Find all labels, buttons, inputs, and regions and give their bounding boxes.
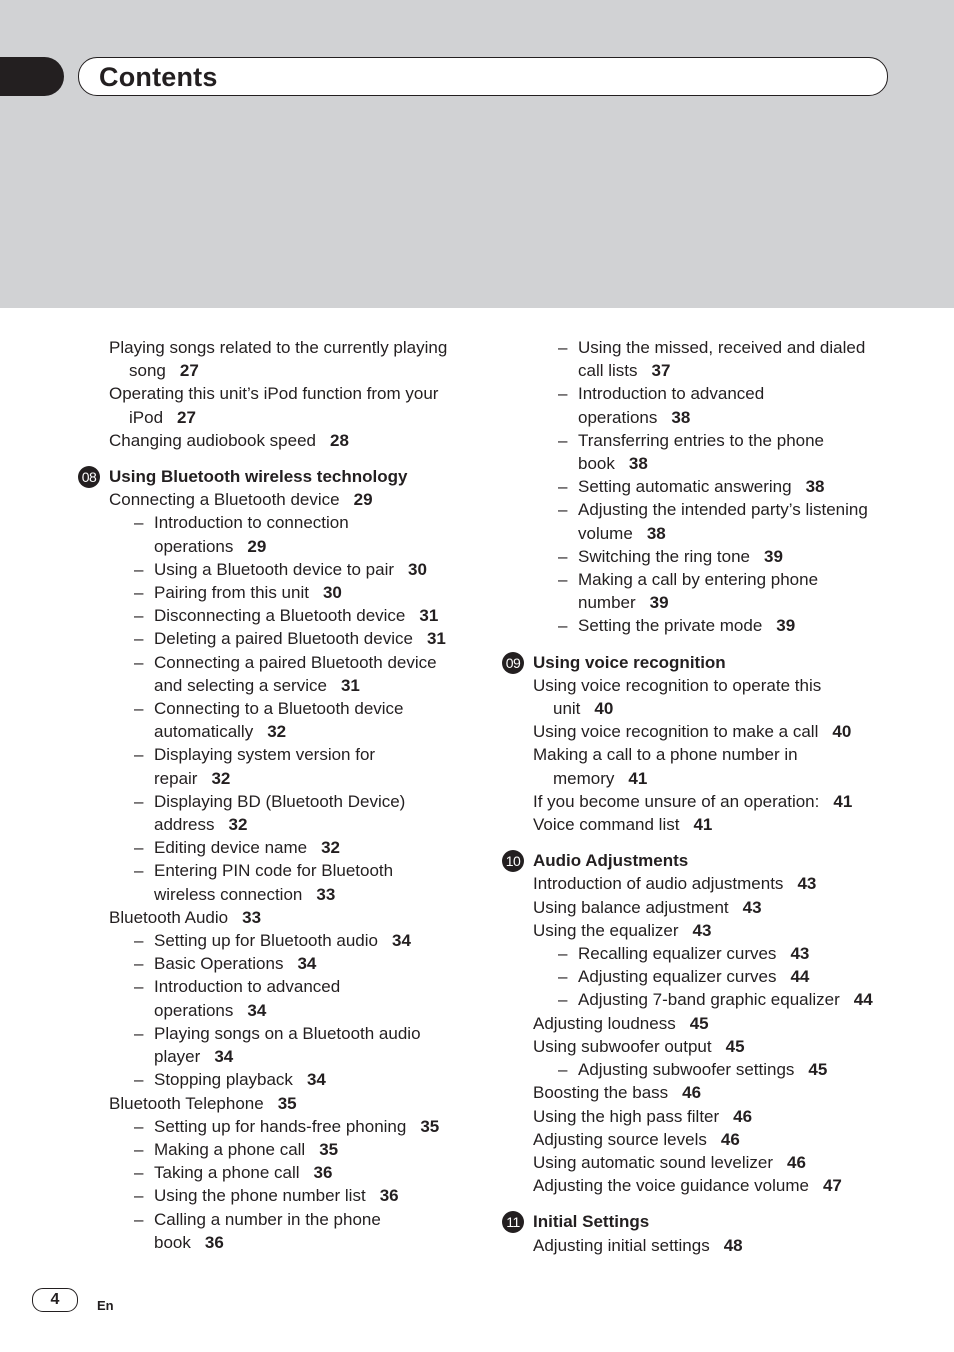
- toc-subentry[interactable]: [78, 558, 478, 581]
- toc-subentry[interactable]: [78, 1138, 478, 1161]
- toc-subentry[interactable]: [78, 1208, 478, 1254]
- entry-text: Calling a number in the phone: [154, 1209, 381, 1229]
- page-title: Contents: [99, 62, 218, 92]
- entry-text: Using voice recognition to make a call 40: [533, 722, 852, 742]
- dash-bullet: –: [134, 629, 144, 649]
- entry-text: unit 40: [553, 699, 614, 719]
- dash-bullet: –: [134, 652, 144, 672]
- page-ref: 34: [214, 1047, 234, 1067]
- dash-bullet: –: [558, 1060, 568, 1080]
- toc-subentry[interactable]: [78, 604, 478, 627]
- section-heading[interactable]: [502, 849, 902, 872]
- entry-text: Using voice recognition to operate this: [533, 675, 822, 695]
- page-ref: 34: [392, 931, 411, 951]
- entry-text: Switching the ring tone 39: [578, 546, 783, 566]
- entry-text: number 39: [578, 593, 669, 613]
- toc-entry[interactable]: [78, 336, 478, 382]
- entry-text: Adjusting subwoofer settings 45: [578, 1060, 828, 1080]
- entry-text: Connecting a paired Bluetooth device: [154, 652, 437, 672]
- entry-text: Using the high pass filter 46: [533, 1106, 753, 1126]
- entry-text: Using the phone number list 36: [154, 1186, 399, 1206]
- toc-subentry[interactable]: [78, 1068, 478, 1091]
- header-band: [0, 0, 954, 308]
- toc-subentry[interactable]: [502, 545, 902, 568]
- toc-entry[interactable]: [502, 790, 902, 813]
- page-ref: 27: [179, 361, 199, 381]
- toc-subentry[interactable]: [78, 859, 478, 905]
- toc-subentry[interactable]: [78, 1161, 478, 1184]
- page-ref: 44: [790, 967, 810, 987]
- page-ref: 46: [733, 1106, 753, 1126]
- entry-text: Connecting a Bluetooth device 29: [109, 490, 373, 510]
- toc-subentry[interactable]: [502, 498, 902, 544]
- section-heading[interactable]: [78, 465, 478, 488]
- dash-bullet: –: [558, 477, 568, 497]
- entry-text: Boosting the bass 46: [533, 1083, 702, 1103]
- page-ref: 41: [628, 768, 648, 788]
- page-ref: 32: [267, 722, 287, 742]
- toc-entry[interactable]: [502, 1151, 902, 1174]
- entry-text: iPod 27: [129, 407, 196, 427]
- entry-text: volume 38: [578, 523, 666, 543]
- toc-entry[interactable]: [502, 1081, 902, 1104]
- page-ref: 44: [853, 990, 873, 1010]
- page-ref: 38: [628, 454, 648, 474]
- toc-subentry[interactable]: [502, 942, 902, 965]
- entry-text: song 27: [129, 361, 199, 381]
- section-title: Audio Adjustments: [533, 851, 689, 871]
- dash-bullet: –: [558, 990, 568, 1010]
- page-ref: 38: [671, 407, 691, 427]
- page-ref: 29: [353, 490, 373, 510]
- page-ref: 39: [776, 616, 796, 636]
- toc-entry[interactable]: [502, 1105, 902, 1128]
- page-ref: 33: [316, 884, 336, 904]
- toc-entry[interactable]: [502, 674, 902, 720]
- toc-subentry[interactable]: [502, 1058, 902, 1081]
- dash-bullet: –: [558, 570, 568, 590]
- dash-bullet: –: [134, 1070, 144, 1090]
- page-ref: 36: [204, 1232, 224, 1252]
- language-label: En: [97, 1298, 114, 1313]
- entry-text: Introduction to connection: [154, 513, 349, 533]
- entry-text: book 36: [154, 1232, 224, 1252]
- entry-text: Adjusting equalizer curves 44: [578, 967, 810, 987]
- toc-entry[interactable]: [78, 1092, 478, 1115]
- entry-text: operations 29: [154, 536, 267, 556]
- dash-bullet: –: [134, 699, 144, 719]
- toc-subentry[interactable]: [78, 975, 478, 1021]
- dash-bullet: –: [134, 559, 144, 579]
- entry-text: Using the missed, received and dialed: [578, 338, 866, 357]
- section-heading[interactable]: [502, 1210, 902, 1233]
- header-tab: [0, 57, 64, 96]
- page-ref: 40: [594, 699, 614, 719]
- toc-subentry[interactable]: [502, 965, 902, 988]
- section-title: Initial Settings: [533, 1212, 650, 1232]
- entry-text: Bluetooth Telephone 35: [109, 1093, 297, 1113]
- toc-entry[interactable]: [78, 429, 478, 452]
- entry-text: automatically 32: [154, 722, 287, 742]
- page-ref: 30: [408, 559, 427, 579]
- entry-text: Using automatic sound levelizer 46: [533, 1152, 806, 1172]
- page-ref: 46: [787, 1152, 806, 1172]
- dash-bullet: –: [134, 745, 144, 765]
- entry-text: Recalling equalizer curves 43: [578, 944, 810, 964]
- entry-text: Editing device name 32: [154, 838, 341, 858]
- toc-subentry[interactable]: [78, 1022, 478, 1068]
- entry-text: Making a phone call 35: [154, 1139, 339, 1159]
- dash-bullet: –: [134, 1209, 144, 1229]
- toc-entry[interactable]: [502, 1174, 902, 1197]
- page-ref: 32: [211, 768, 231, 788]
- entry-text: Playing songs on a Bluetooth audio: [154, 1023, 421, 1043]
- toc-left-column: [78, 336, 478, 1254]
- page-ref: 36: [313, 1163, 333, 1183]
- entry-text: Introduction of audio adjustments 43: [533, 874, 817, 894]
- page-ref: 48: [723, 1235, 743, 1255]
- entry-text: Setting automatic answering 38: [578, 477, 825, 497]
- page-ref: 30: [322, 583, 342, 603]
- toc-subentry[interactable]: [78, 581, 478, 604]
- dash-bullet: –: [558, 944, 568, 964]
- entry-text: Taking a phone call 36: [154, 1163, 333, 1183]
- toc-entry[interactable]: [502, 813, 902, 836]
- page-ref: 37: [651, 361, 671, 381]
- entry-text: Displaying system version for: [154, 745, 376, 765]
- dash-bullet: –: [558, 384, 568, 404]
- page-ref: 36: [379, 1186, 399, 1206]
- dash-bullet: –: [134, 791, 144, 811]
- toc-subentry[interactable]: [502, 568, 902, 614]
- entry-text: Setting up for Bluetooth audio 34: [154, 931, 411, 951]
- toc-subentry[interactable]: [502, 336, 902, 382]
- page-ref: 46: [720, 1129, 740, 1149]
- title-box: [78, 57, 888, 96]
- entry-text: Playing songs related to the currently playing: [109, 338, 448, 357]
- toc-subentry[interactable]: [78, 1184, 478, 1207]
- dash-bullet: –: [134, 838, 144, 858]
- entry-text: Voice command list 41: [533, 815, 713, 835]
- page-ref: 34: [306, 1070, 326, 1090]
- dash-bullet: –: [134, 931, 144, 951]
- entry-text: Making a call by entering phone: [578, 570, 819, 590]
- toc-entry[interactable]: [502, 1012, 902, 1035]
- page-ref: 43: [692, 920, 712, 940]
- toc-subentry[interactable]: [78, 929, 478, 952]
- toc-entry[interactable]: [502, 720, 902, 743]
- page-ref: 39: [764, 546, 783, 566]
- entry-text: Operating this unit’s iPod function from your: [109, 384, 439, 404]
- entry-text: and selecting a service 31: [154, 675, 360, 695]
- entry-text: Setting the private mode 39: [578, 616, 796, 636]
- entry-text: Displaying BD (Bluetooth Device): [154, 791, 406, 811]
- dash-bullet: –: [134, 1139, 144, 1159]
- page-ref: 33: [242, 907, 262, 927]
- entry-text: Entering PIN code for Bluetooth: [154, 861, 394, 881]
- toc-subentry[interactable]: [78, 952, 478, 975]
- toc-subentry[interactable]: [78, 836, 478, 859]
- entry-text: repair 32: [154, 768, 231, 788]
- dash-bullet: –: [134, 861, 144, 881]
- dash-bullet: –: [134, 1023, 144, 1043]
- page-ref: 38: [805, 477, 825, 497]
- toc-subentry[interactable]: [78, 743, 478, 789]
- entry-text: Adjusting source levels 46: [533, 1129, 740, 1149]
- page-ref: 43: [742, 897, 762, 917]
- toc-entry[interactable]: [502, 1128, 902, 1151]
- entry-text: book 38: [578, 454, 648, 474]
- page-ref: 35: [420, 1116, 440, 1136]
- entry-text: Basic Operations 34: [154, 954, 317, 974]
- toc-subentry[interactable]: [502, 614, 902, 637]
- page-ref: 47: [822, 1176, 842, 1196]
- section-title: Using voice recognition: [533, 652, 726, 672]
- section-number-badge: 10: [502, 850, 524, 872]
- dash-bullet: –: [558, 967, 568, 987]
- page-ref: 43: [797, 874, 817, 894]
- dash-bullet: –: [134, 977, 144, 997]
- entry-text: Adjusting 7-band graphic equalizer 44: [578, 990, 873, 1010]
- page-ref: 40: [832, 722, 852, 742]
- section-number-badge: 09: [502, 652, 524, 674]
- dash-bullet: –: [134, 513, 144, 533]
- toc-subentry[interactable]: [78, 790, 478, 836]
- toc-entry[interactable]: [502, 743, 902, 789]
- toc-entry[interactable]: [78, 382, 478, 428]
- section-number-badge: 11: [502, 1211, 524, 1233]
- page-ref: 41: [833, 791, 853, 811]
- toc-subentry[interactable]: [502, 988, 902, 1011]
- entry-text: Disconnecting a Bluetooth device 31: [154, 606, 439, 626]
- toc-subentry[interactable]: [78, 1115, 478, 1138]
- entry-text: Using the equalizer 43: [533, 920, 712, 940]
- entry-text: operations 34: [154, 1000, 267, 1020]
- entry-text: Deleting a paired Bluetooth device 31: [154, 629, 446, 649]
- page-ref: 35: [277, 1093, 297, 1113]
- entry-text: Changing audiobook speed 28: [109, 430, 349, 450]
- entry-text: Bluetooth Audio 33: [109, 907, 262, 927]
- section-title: Using Bluetooth wireless technology: [109, 467, 408, 487]
- toc-subentry[interactable]: [78, 651, 478, 697]
- page-ref: 45: [689, 1013, 709, 1033]
- toc-entry[interactable]: [502, 896, 902, 919]
- dash-bullet: –: [134, 583, 144, 603]
- entry-text: Making a call to a phone number in: [533, 745, 798, 765]
- page-ref: 29: [247, 536, 267, 556]
- page-ref: 41: [693, 815, 713, 835]
- entry-text: address 32: [154, 815, 248, 835]
- toc-right-column: [502, 336, 902, 1257]
- dash-bullet: –: [558, 616, 568, 636]
- toc-entry[interactable]: [502, 1035, 902, 1058]
- toc-entry[interactable]: [78, 906, 478, 929]
- entry-text: Introduction to advanced: [578, 384, 765, 404]
- page-ref: 31: [419, 606, 439, 626]
- entry-text: Pairing from this unit 30: [154, 583, 342, 603]
- page-ref: 39: [649, 593, 669, 613]
- page-ref: 35: [319, 1139, 339, 1159]
- entry-text: If you become unsure of an operation: 41: [533, 791, 853, 811]
- dash-bullet: –: [134, 606, 144, 626]
- section-heading[interactable]: [502, 651, 902, 674]
- page-ref: 46: [682, 1083, 702, 1103]
- page-ref: 43: [790, 944, 810, 964]
- entry-text: Adjusting loudness 45: [533, 1013, 709, 1033]
- entry-text: Adjusting initial settings 48: [533, 1235, 743, 1255]
- toc-subentry[interactable]: [78, 697, 478, 743]
- entry-text: Using balance adjustment 43: [533, 897, 762, 917]
- entry-text: operations 38: [578, 407, 691, 427]
- page-ref: 45: [808, 1060, 828, 1080]
- toc-entry[interactable]: [502, 1234, 902, 1257]
- toc-entry[interactable]: [502, 919, 902, 942]
- dash-bullet: –: [558, 430, 568, 450]
- page-ref: 31: [426, 629, 446, 649]
- toc-subentry[interactable]: [502, 475, 902, 498]
- entry-text: call lists 37: [578, 361, 671, 381]
- page-ref: 45: [725, 1036, 745, 1056]
- page-number: 4: [32, 1288, 78, 1312]
- toc-entry[interactable]: [502, 872, 902, 895]
- entry-text: Introduction to advanced: [154, 977, 341, 997]
- toc-subentry[interactable]: [78, 511, 478, 557]
- page-ref: 27: [177, 407, 196, 427]
- entry-text: Transferring entries to the phone: [578, 430, 825, 450]
- page-ref: 28: [330, 430, 349, 450]
- entry-text: Stopping playback 34: [154, 1070, 326, 1090]
- page-ref: 34: [297, 954, 317, 974]
- toc-entry[interactable]: [78, 488, 478, 511]
- dash-bullet: –: [134, 1116, 144, 1136]
- page-ref: 32: [228, 815, 248, 835]
- dash-bullet: –: [134, 1163, 144, 1183]
- toc-subentry[interactable]: [502, 429, 902, 475]
- dash-bullet: –: [558, 500, 568, 520]
- entry-text: Connecting to a Bluetooth device: [154, 699, 404, 719]
- dash-bullet: –: [134, 954, 144, 974]
- dash-bullet: –: [134, 1186, 144, 1206]
- entry-text: Using a Bluetooth device to pair 30: [154, 559, 427, 579]
- entry-text: Setting up for hands-free phoning 35: [154, 1116, 440, 1136]
- page-ref: 34: [247, 1000, 267, 1020]
- entry-text: memory 41: [553, 768, 648, 788]
- page-ref: 38: [646, 523, 666, 543]
- dash-bullet: –: [558, 338, 568, 357]
- entry-text: Using subwoofer output 45: [533, 1036, 745, 1056]
- entry-text: Adjusting the voice guidance volume 47: [533, 1176, 842, 1196]
- entry-text: wireless connection 33: [154, 884, 336, 904]
- entry-text: player 34: [154, 1047, 234, 1067]
- dash-bullet: –: [558, 546, 568, 566]
- toc-subentry[interactable]: [502, 382, 902, 428]
- section-number-badge: 08: [78, 466, 100, 488]
- toc-subentry[interactable]: [78, 627, 478, 650]
- entry-text: Adjusting the intended party’s listening: [578, 500, 868, 520]
- page-ref: 32: [321, 838, 341, 858]
- page-ref: 31: [340, 675, 360, 695]
